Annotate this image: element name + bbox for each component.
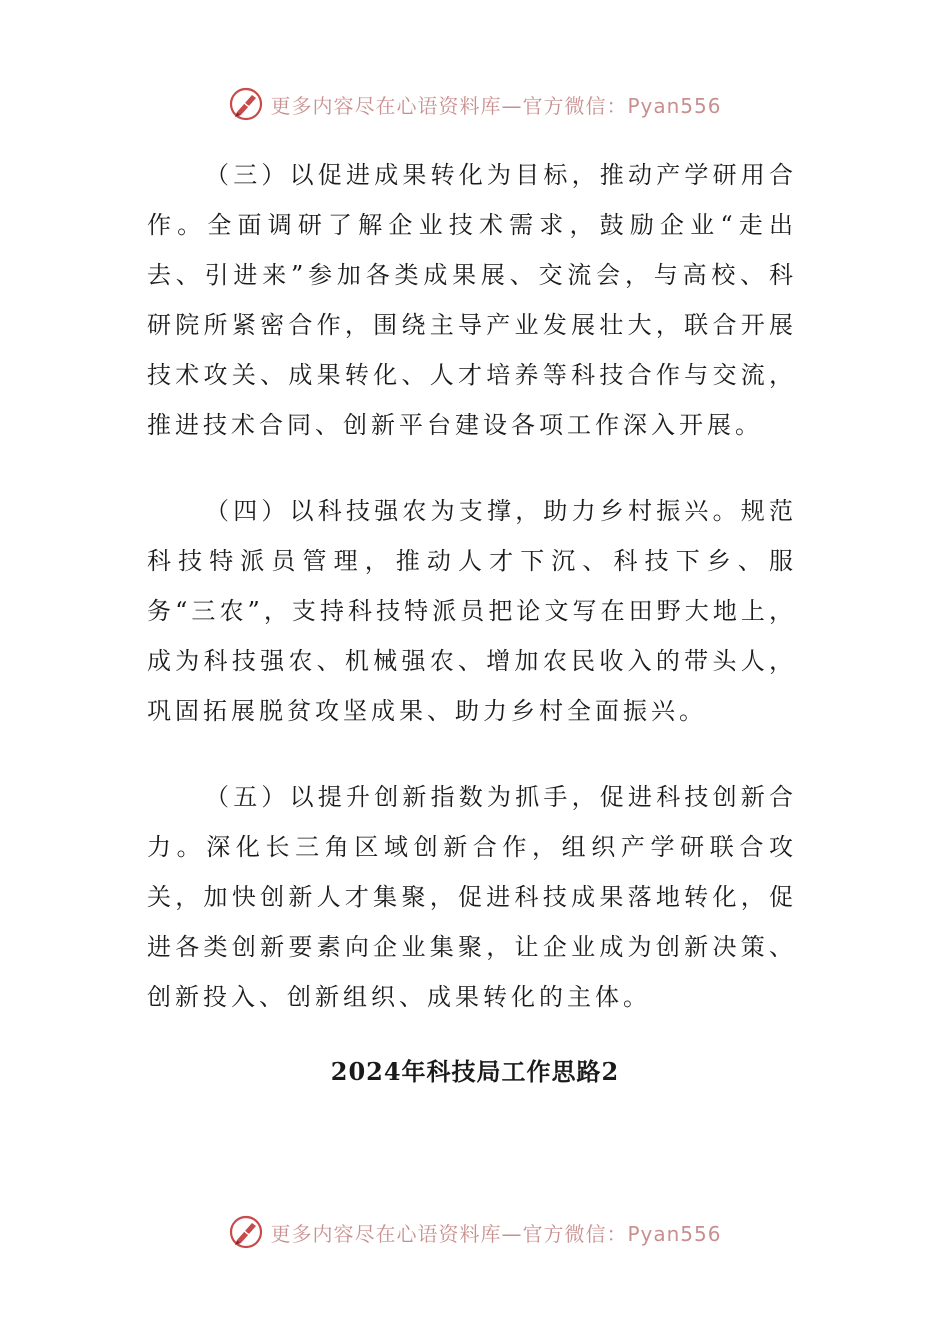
pen-logo-icon xyxy=(228,1214,264,1250)
section-title: 2024年科技局工作思路2 xyxy=(330,1057,620,1086)
watermark-text: 更多内容尽在心语资料库—官方微信：Pyan556 xyxy=(270,93,722,118)
header-watermark xyxy=(0,84,950,124)
document-body xyxy=(147,150,797,1058)
paragraph-3: （三）以促进成果转化为目标，推动产学研用合作。全面调研了解企业技术需求，鼓励企业“走出去、引进来”参加各类成果展、交流会，与高校、科研院所紧密合作，围绕主导产业发展壮大，联合开展技术攻关、成果转化、人才培养等科技合作与交流，推进技术合同、创新平台建设各项工作深入开展。 xyxy=(147,161,797,439)
pen-logo-icon xyxy=(228,86,264,122)
footer-watermark xyxy=(0,1212,950,1252)
watermark-text: 更多内容尽在心语资料库—官方微信：Pyan556 xyxy=(270,1221,722,1246)
paragraph-4: （四）以科技强农为支撑，助力乡村振兴。规范科技特派员管理，推动人才下沉、科技下乡、服务“三农”，支持科技特派员把论文写在田野大地上，成为科技强农、机械强农、增加农民收入的带头人，巩固拓展脱贫攻坚成果、助力乡村全面振兴。 xyxy=(147,497,797,725)
paragraph-5: （五）以提升创新指数为抓手，促进科技创新合力。深化长三角区域创新合作，组织产学研联合攻关，加快创新人才集聚，促进科技成果落地转化，促进各类创新要素向企业集聚，让企业成为创新决策、创新投入、创新组织、成果转化的主体。 xyxy=(147,783,797,1011)
